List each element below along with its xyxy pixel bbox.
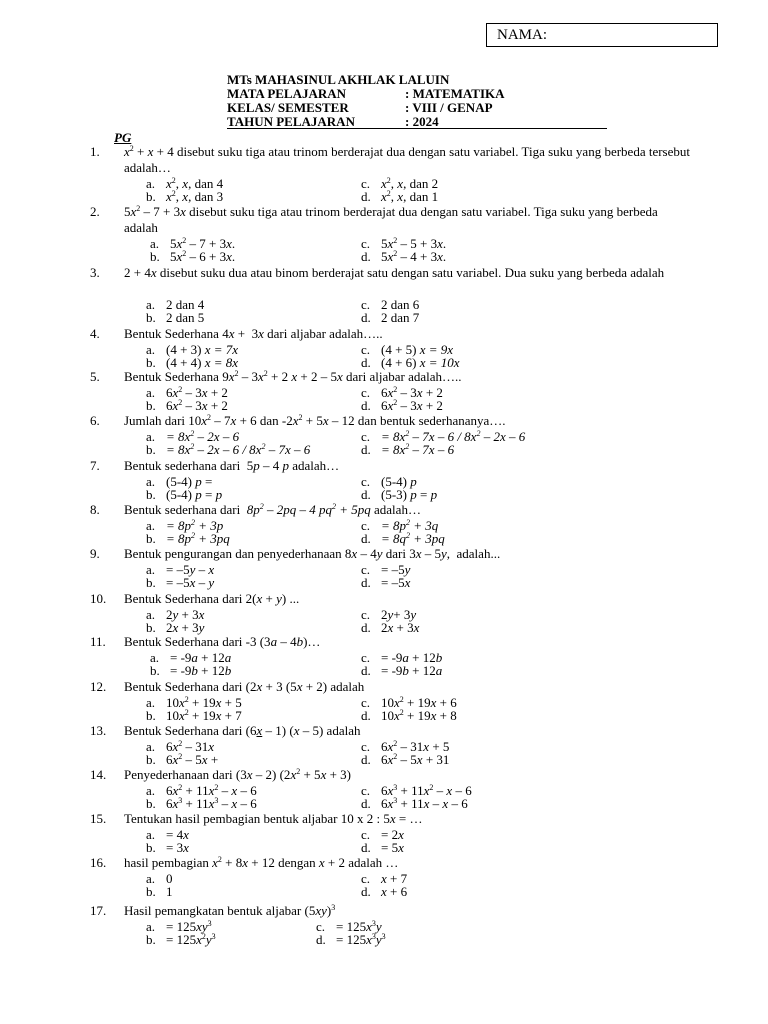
option-d[interactable] (361, 488, 437, 501)
option-text: = $8q^2 + 3pq$ (381, 531, 445, 546)
option-text: $x^2$, x, dan 2 (381, 176, 439, 191)
option-letter: d. (316, 932, 326, 947)
option-letter: b. (146, 487, 156, 502)
option-letter: c. (361, 871, 371, 886)
option-letter: b. (146, 189, 156, 204)
option-b[interactable] (146, 709, 242, 722)
option-letter: a. (146, 783, 156, 798)
option-text: x + 7 (381, 871, 408, 886)
option-text: $6x^2 - 3x + 2$ (166, 398, 228, 413)
option-letter: a. (150, 650, 160, 665)
option-letter: a. (146, 739, 156, 754)
option-b[interactable] (146, 190, 223, 203)
option-letter: c. (361, 385, 371, 400)
option-letter: c. (361, 827, 371, 842)
option-d[interactable] (361, 709, 457, 722)
option-text: (5-4) p = p (166, 487, 223, 502)
option-letter: d. (361, 884, 371, 899)
option-letter: a. (146, 562, 156, 577)
name-label: NAMA: (497, 27, 548, 43)
option-text: 1 (166, 884, 173, 899)
option-letter: d. (361, 840, 371, 855)
question-number: 4. (90, 326, 100, 341)
option-text: (4 + 3) x = 7x (166, 342, 239, 357)
option-text: $6x^2 - 3x + 2$ (381, 385, 443, 400)
option-letter: c. (361, 739, 371, 754)
option-text: = $8x^2 - 2x - 6$ (166, 429, 240, 444)
option-letter: b. (146, 310, 156, 325)
option-text: = 2x (381, 827, 404, 842)
option-letter: c. (316, 919, 326, 934)
option-d[interactable] (361, 885, 407, 898)
option-text: = $125xy^3$ (166, 919, 212, 934)
option-text: = -9b + 12a (381, 663, 443, 678)
question-number: 16. (90, 855, 107, 870)
option-letter: a. (146, 607, 156, 622)
option-letter: d. (361, 620, 371, 635)
option-letter: a. (146, 695, 156, 710)
option-b[interactable] (146, 532, 230, 545)
question-stem: Jumlah dari $10x^2 - 7x + 6$ dan $-2x^2 + 5x - 12$ dan bentuk sederhananya…. (124, 413, 506, 428)
option-text: 2y + 3x (166, 607, 205, 622)
question-number: 3. (90, 265, 100, 280)
option-letter: c. (361, 474, 371, 489)
option-b[interactable] (146, 399, 228, 412)
header-key: KELAS/ SEMESTER (227, 100, 349, 115)
option-text: = -9a + 12a (170, 650, 232, 665)
option-letter: d. (361, 663, 371, 678)
option-letter: d. (361, 708, 371, 723)
option-text: $6x^2 - 3x + 2$ (381, 398, 443, 413)
option-letter: a. (146, 385, 156, 400)
option-text: (5-3) p = p (381, 487, 438, 502)
question-stem: Bentuk sederhana dari 5p – 4 p adalah… (124, 458, 340, 473)
option-text: x + 6 (381, 884, 408, 899)
option-text: $6x^3 + 11x - x - 6$ (381, 796, 468, 811)
header-value: : MATEMATIKA (405, 86, 505, 101)
option-letter: c. (361, 607, 371, 622)
header-value: : 2024 (405, 114, 439, 129)
option-text: $x^2$, x, dan 4 (166, 176, 224, 191)
option-d[interactable] (361, 841, 404, 854)
option-letter: a. (146, 342, 156, 357)
option-text: $x^2$, x, dan 1 (381, 189, 439, 204)
option-letter: d. (361, 355, 371, 370)
question-stem: Bentuk Sederhana $9x^2 - 3x^2 + 2$ x + 2 – 5x dari aljabar adalah….. (124, 369, 462, 384)
name-field[interactable] (486, 23, 718, 47)
option-b[interactable] (146, 488, 222, 501)
option-text: 2y+ 3y (381, 607, 417, 622)
option-text: $5x^2 - 4 + 3x$. (381, 249, 447, 264)
option-letter: c. (361, 562, 371, 577)
option-text: = $8x^2 - 7x - 6 / 8x^2 - 2x - 6$ (381, 429, 526, 444)
question-number: 6. (90, 413, 100, 428)
question-number: 8. (90, 502, 100, 517)
option-letter: a. (146, 827, 156, 842)
option-letter: a. (146, 429, 156, 444)
option-text: = $8x^2 - 7x - 6$ (381, 442, 455, 457)
option-letter: c. (361, 342, 371, 357)
option-text: $10x^2 + 19x + 6$ (381, 695, 457, 710)
option-text: (4 + 6) x = 10x (381, 355, 460, 370)
question-number: 2. (90, 204, 100, 219)
option-text: = 5x (381, 840, 404, 855)
option-letter: a. (146, 474, 156, 489)
option-letter: b. (146, 752, 156, 767)
option-text: (5-4) p = (166, 474, 213, 489)
option-b[interactable] (146, 841, 189, 854)
option-letter: a. (146, 518, 156, 533)
option-text: = $8p^2 + 3p$ (166, 518, 224, 533)
option-text: $6x^2 - 31x$ (166, 739, 215, 754)
option-text: = –5x – y (166, 575, 215, 590)
option-letter: b. (146, 708, 156, 723)
question-stem: Bentuk Sederhana 4x + 3x dari aljabar adalah….. (124, 326, 383, 341)
option-d[interactable] (316, 933, 386, 946)
option-text: $x^2$, x, dan 3 (166, 189, 224, 204)
option-letter: b. (150, 663, 160, 678)
option-letter: b. (146, 531, 156, 546)
option-b[interactable] (150, 250, 235, 263)
option-letter: c. (361, 236, 371, 251)
option-d[interactable] (361, 664, 442, 677)
option-letter: b. (146, 398, 156, 413)
option-d[interactable] (361, 532, 445, 545)
question-stem: hasil pembagian $x^2 + 8x + 12$ dengan x + 2 adalah … (124, 855, 399, 870)
option-text: $6x^2 - 31x + 5$ (381, 739, 450, 754)
option-text: = 4x (166, 827, 189, 842)
option-d[interactable] (361, 190, 438, 203)
school-name: MTs MAHASINUL AKHLAK LALUIN (227, 72, 450, 87)
header-key: TAHUN PELAJARAN (227, 114, 355, 129)
option-text: $5x^2 - 6 + 3x$. (170, 249, 236, 264)
option-text: = 3x (166, 840, 189, 855)
option-text: 2x + 3x (381, 620, 420, 635)
option-text: 0 (166, 871, 173, 886)
option-letter: a. (146, 919, 156, 934)
option-d[interactable] (361, 443, 454, 456)
option-text: = –5y – x (166, 562, 215, 577)
header-key: MATA PELAJARAN (227, 86, 347, 101)
option-letter: a. (150, 236, 160, 251)
question-stem: Penyederhanaan dari (3x – 2) $(2x^2 + 5x + 3)$ (124, 767, 352, 782)
option-text: = –5y (381, 562, 411, 577)
option-b[interactable] (146, 885, 173, 898)
option-letter: d. (361, 189, 371, 204)
option-text: $10x^2 + 19x + 8$ (381, 708, 457, 723)
question-stem: Hasil pemangkatan bentuk aljabar $(5xy)^3$ (124, 903, 336, 918)
question-number: 11. (90, 634, 106, 649)
option-b[interactable] (146, 443, 310, 456)
option-letter: b. (146, 355, 156, 370)
option-text: $6x^2 - 5x + 31$ (381, 752, 450, 767)
option-letter: b. (146, 796, 156, 811)
question-number: 14. (90, 767, 107, 782)
option-letter: b. (146, 620, 156, 635)
option-text: (5-4) p (381, 474, 417, 489)
option-text: $6x^2 - 5x$ + (166, 752, 219, 767)
option-text: (4 + 4) x = 8x (166, 355, 239, 370)
option-text: = –5x (381, 575, 411, 590)
option-d[interactable] (361, 576, 410, 589)
question-number: 7. (90, 458, 100, 473)
option-text: = $125x^3y^3$ (336, 932, 386, 947)
option-letter: d. (361, 487, 371, 502)
option-letter: a. (146, 871, 156, 886)
option-letter: d. (361, 310, 371, 325)
question-stem: 2 + 4x disebut suku dua atau binom berderajat satu dengan satu variabel. Dua suku yang berbeda adalah (124, 265, 665, 280)
option-d[interactable] (361, 621, 419, 634)
question-number: 13. (90, 723, 107, 738)
option-letter: d. (361, 442, 371, 457)
option-letter: d. (361, 249, 371, 264)
option-letter: a. (146, 297, 156, 312)
option-letter: b. (146, 575, 156, 590)
option-text: $10x^2 + 19x + 5$ (166, 695, 242, 710)
option-letter: d. (361, 575, 371, 590)
question-number: 5. (90, 369, 100, 384)
question-stem: Bentuk sederhana dari $8p^2 - 2pq - 4$ $pq^2 + 5pq$ adalah… (124, 502, 421, 517)
option-b[interactable] (146, 797, 257, 810)
option-text: = $8x^2 - 2x - 6 / 8x^2 - 7x - 6$ (166, 442, 311, 457)
option-letter: d. (361, 796, 371, 811)
question-number: 1. (90, 144, 100, 159)
option-text: $10x^2 + 19x + 7$ (166, 708, 242, 723)
option-text: 2 dan 7 (381, 310, 420, 325)
option-letter: b. (146, 884, 156, 899)
question-stem: Bentuk Sederhana dari 2(x + y) ... (124, 591, 300, 606)
option-letter: c. (361, 783, 371, 798)
option-b[interactable] (146, 311, 204, 324)
option-text: 2 dan 4 (166, 297, 205, 312)
question-stem: Tentukan hasil pembagian bentuk aljabar 10 x 2 : 5x = … (124, 811, 423, 826)
question-number: 15. (90, 811, 107, 826)
option-text: $5x^2 - 5 + 3x$. (381, 236, 447, 251)
option-letter: d. (361, 398, 371, 413)
question-stem: $x^2 + x + 4$ disebut suku tiga atau trinom berderajat dua dengan satu variabel. Tiga suku yang berbeda tersebut adalah… (124, 144, 690, 175)
section-title: PG (114, 130, 132, 145)
option-d[interactable] (361, 311, 419, 324)
option-letter: c. (361, 695, 371, 710)
option-letter: c. (361, 650, 371, 665)
option-letter: b. (150, 249, 160, 264)
option-letter: b. (146, 932, 156, 947)
option-letter: c. (361, 518, 371, 533)
question-stem: Bentuk Sederhana dari (6x – 1) (x – 5) adalah (124, 723, 361, 738)
option-text: = $8p^2 + 3q$ (381, 518, 439, 533)
option-text: 2 dan 5 (166, 310, 205, 325)
question-number: 9. (90, 546, 100, 561)
question-stem: Bentuk Sederhana dari (2x + 3 (5x + 2) adalah (124, 679, 365, 694)
question-number: 10. (90, 591, 107, 606)
option-letter: d. (361, 752, 371, 767)
option-d[interactable] (361, 356, 460, 369)
question-number: 12. (90, 679, 107, 694)
option-text: 2x + 3y (166, 620, 205, 635)
option-text: = $125x^2y^3$ (166, 932, 216, 947)
option-letter: a. (146, 176, 156, 191)
option-text: = $125x^3y$ (336, 919, 382, 934)
option-d[interactable] (361, 797, 468, 810)
option-text: (4 + 5) x = 9x (381, 342, 454, 357)
option-b[interactable] (146, 621, 204, 634)
option-text: $6x^2 - 3x + 2$ (166, 385, 228, 400)
option-text: $6x^2 + 11x^2 - x - 6$ (166, 783, 257, 798)
header-divider (227, 128, 607, 129)
option-text: $6x^3 + 11x^3 - x - 6$ (166, 796, 257, 811)
exam-header (227, 73, 505, 129)
question-number: 17. (90, 903, 107, 918)
option-letter: c. (361, 176, 371, 191)
option-d[interactable] (361, 399, 443, 412)
question-stem: Bentuk pengurangan dan penyederhanaan 8x – 4y dari 3x – 5y, adalah... (124, 546, 501, 561)
option-text: = $8p^2 + 3pq$ (166, 531, 230, 546)
option-d[interactable] (361, 753, 449, 766)
option-b[interactable] (146, 933, 216, 946)
option-text: $6x^3 + 11x^2 - x - 6$ (381, 783, 472, 798)
option-text: 2 dan 6 (381, 297, 420, 312)
question-stem: $5x^2 - 7 + 3x$ disebut suku tiga atau trinom berderajat dua dengan satu variabel. Tiga suku yang berbeda adalah (124, 204, 658, 235)
option-b[interactable] (146, 576, 214, 589)
question-stem: Bentuk Sederhana dari -3 (3a – 4b)… (124, 634, 321, 649)
option-letter: c. (361, 297, 371, 312)
option-letter: b. (146, 840, 156, 855)
option-b[interactable] (146, 753, 218, 766)
option-text: $5x^2 - 7 + 3x$. (170, 236, 236, 251)
option-letter: c. (361, 429, 371, 444)
header-value: : VIII / GENAP (405, 100, 493, 115)
option-b[interactable] (150, 664, 231, 677)
option-d[interactable] (361, 250, 446, 263)
option-letter: d. (361, 531, 371, 546)
option-b[interactable] (146, 356, 238, 369)
option-text: = -9b + 12b (170, 663, 232, 678)
option-text: = -9a + 12b (381, 650, 443, 665)
option-letter: b. (146, 442, 156, 457)
